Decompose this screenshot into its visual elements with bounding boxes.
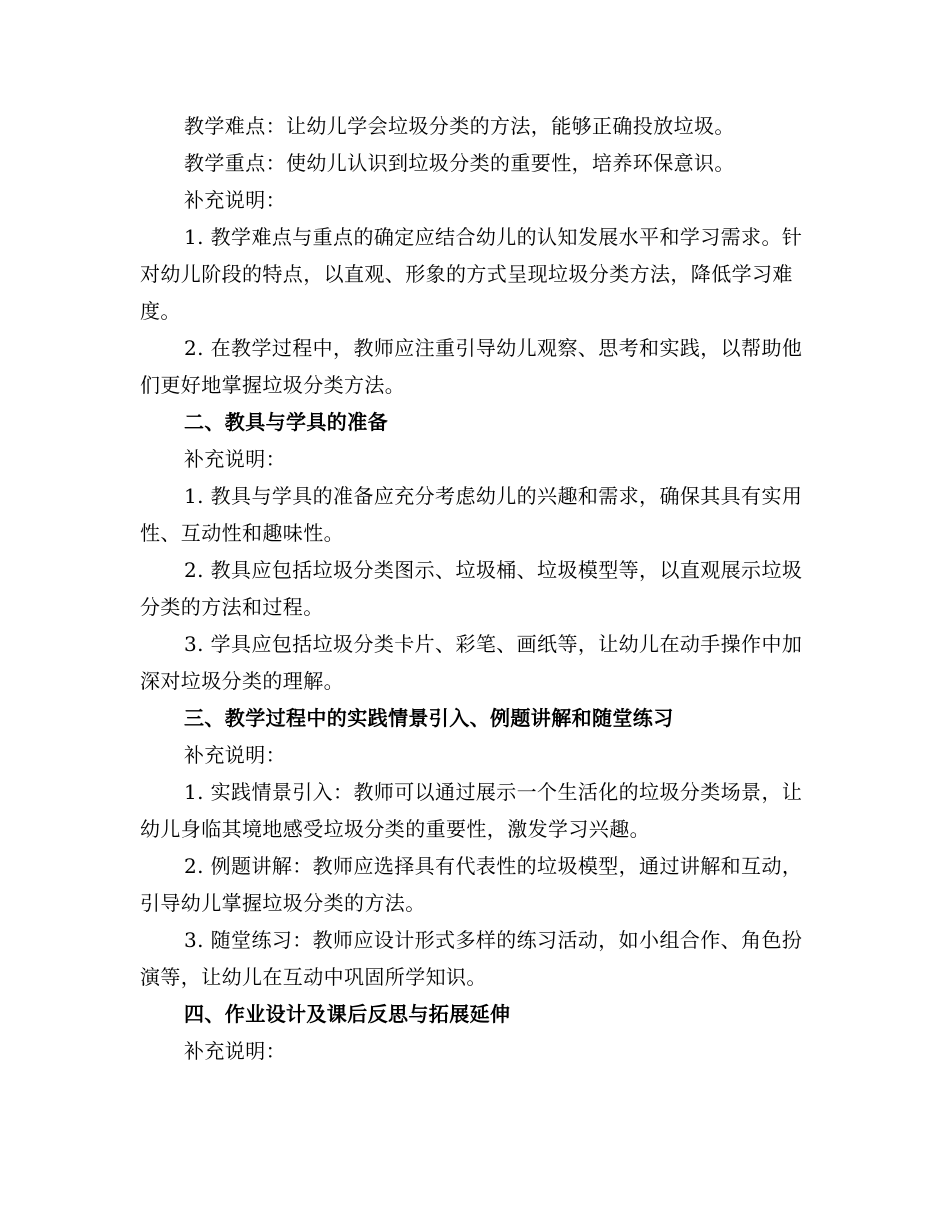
- paragraph-item: 2. 例题讲解：教师应选择具有代表性的垃圾模型，通过讲解和互动，引导幼儿掌握垃圾分类的方法。: [140, 854, 803, 915]
- paragraph-supplement-label: 补充说明：: [184, 1039, 286, 1063]
- section-heading-3: 三、教学过程中的实践情景引入、例题讲解和随堂练习: [184, 706, 674, 730]
- section-heading-4: 四、作业设计及课后反思与拓展延伸: [184, 1002, 511, 1026]
- paragraph-supplement-label: 补充说明：: [184, 188, 286, 212]
- paragraph-teaching-focus: 教学重点：使幼儿认识到垃圾分类的重要性，培养环保意识。: [184, 151, 735, 175]
- paragraph-item: 1. 实践情景引入：教师可以通过展示一个生活化的垃圾分类场景，让幼儿身临其境地感受垃圾分类的重要性，激发学习兴趣。: [140, 780, 803, 841]
- paragraph-item: 2. 在教学过程中，教师应注重引导幼儿观察、思考和实践，以帮助他们更好地掌握垃圾分类方法。: [140, 336, 803, 397]
- section-heading-2: 二、教具与学具的准备: [184, 410, 388, 434]
- paragraph-supplement-label: 补充说明：: [184, 743, 286, 767]
- document-page: [140, 108, 820, 1070]
- paragraph-item: 2. 教具应包括垃圾分类图示、垃圾桶、垃圾模型等，以直观展示垃圾分类的方法和过程。: [140, 558, 803, 619]
- paragraph-item: 1. 教学难点与重点的确定应结合幼儿的认知发展水平和学习需求。针对幼儿阶段的特点，以直观、形象的方式呈现垃圾分类方法，降低学习难度。: [140, 225, 803, 323]
- paragraph-item: 1. 教具与学具的准备应充分考虑幼儿的兴趣和需求，确保其具有实用性、互动性和趣味性。: [140, 484, 803, 545]
- paragraph-item: 3. 学具应包括垃圾分类卡片、彩笔、画纸等，让幼儿在动手操作中加深对垃圾分类的理解。: [140, 632, 803, 693]
- paragraph-supplement-label: 补充说明：: [184, 447, 286, 471]
- paragraph-teaching-difficulty: 教学难点：让幼儿学会垃圾分类的方法，能够正确投放垃圾。: [184, 114, 735, 138]
- paragraph-item: 3. 随堂练习：教师应设计形式多样的练习活动，如小组合作、角色扮演等，让幼儿在互动中巩固所学知识。: [140, 928, 803, 989]
